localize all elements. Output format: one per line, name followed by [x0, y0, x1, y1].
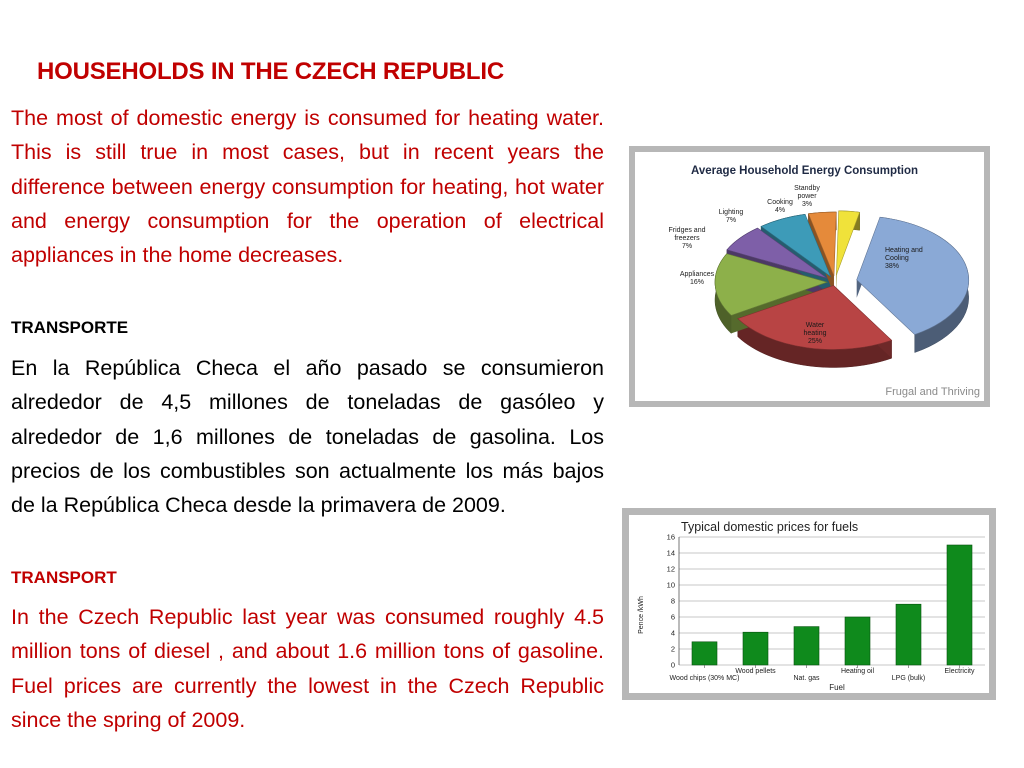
- page-title: HOUSEHOLDS IN THE CZECH REPUBLIC: [37, 58, 504, 85]
- bar-ytick-label: 12: [666, 564, 675, 574]
- pie-label-pct-3: 7%: [681, 243, 693, 250]
- bar-ytick-label: 6: [670, 612, 675, 622]
- intro-paragraph: The most of domestic energy is consumed for heating water. This is still true in most cases, but in recent years the difference between energy consumption for heating, hot water and energy consumption for the operation of electrical appliances in the home decreases.: [11, 106, 604, 268]
- pie-label-3: Fridges and freezers 7%: [668, 227, 706, 250]
- bar-1: [743, 632, 768, 665]
- heading-transport: TRANSPORT: [11, 568, 117, 587]
- pie-label-pct-2: 16%: [689, 279, 705, 286]
- pie-label-6: Standby power 3%: [794, 185, 820, 208]
- bar-category-label: Heating oil: [840, 668, 875, 675]
- pie-label-0: Heating and Cooling 38%: [885, 247, 923, 270]
- bar-ytick-label: 14: [666, 548, 675, 558]
- pie-slice-6: [836, 211, 859, 275]
- pie-label-pct-4: 7%: [725, 217, 737, 224]
- pie-watermark: Frugal and Thriving: [885, 386, 980, 398]
- bar-chart-svg: [629, 515, 989, 693]
- heading-transporte: TRANSPORTE: [11, 318, 129, 337]
- bar-ytick-label: 4: [670, 628, 675, 638]
- fuel-prices-chart: [622, 508, 996, 700]
- bar-category-label: Nat. gas: [793, 675, 820, 682]
- bar-ytick-label: 2: [670, 644, 675, 654]
- pie-label-2: Appliances 16%: [679, 271, 715, 286]
- bar-2: [794, 627, 819, 665]
- bar-ytick-label: 16: [666, 532, 675, 542]
- bar-ytick-label: 8: [670, 596, 675, 606]
- english-paragraph: In the Czech Republic last year was consumed roughly 4.5 million tons of diesel , and about 1.6 million tons of gasoline. Fuel prices are currently the lowest in the Czech Republic since the spring of 2009.: [11, 605, 604, 732]
- pie-label-pct-1: 25%: [807, 338, 823, 345]
- pie-chart-title: Average Household Energy Consumption: [691, 165, 919, 177]
- bar-chart-ylabel: Pence /kWh: [638, 596, 645, 634]
- bar-chart-xlabel: Fuel: [829, 683, 845, 692]
- bar-chart-title: Typical domestic prices for fuels: [681, 520, 859, 534]
- pie-chart-svg: [635, 152, 984, 401]
- bar-ytick-label: 0: [670, 660, 675, 670]
- bar-5: [947, 545, 972, 665]
- bar-4: [896, 604, 921, 665]
- bar-3: [845, 617, 870, 665]
- pie-label-1: Water heating 25%: [803, 322, 827, 345]
- pie-label-pct-0: 38%: [885, 263, 900, 270]
- bar-category-label: Wood chips (30% MC): [669, 675, 740, 682]
- pie-label-pct-6: 3%: [801, 201, 813, 208]
- bar-0: [692, 642, 717, 665]
- pie-label-pct-5: 4%: [774, 207, 786, 214]
- spanish-paragraph: En la República Checa el año pasado se consumieron alrededor de 4,5 millones de toneladas de gasóleo y alrededor de 1,6 millones de toneladas de gasolina. Los precios de los combustibles son actualmente los más bajos de la República Checa desde la primavera de 2009.: [11, 356, 604, 518]
- bar-category-label: Wood pellets: [735, 668, 776, 675]
- bar-category-label: LPG (bulk): [891, 675, 926, 682]
- pie-label-4: Lighting 7%: [718, 209, 744, 224]
- bar-category-label: Electricity: [944, 668, 975, 675]
- pie-label-5: Cooking 4%: [767, 199, 793, 214]
- bar-ytick-label: 10: [666, 580, 675, 590]
- energy-consumption-chart: [629, 146, 990, 407]
